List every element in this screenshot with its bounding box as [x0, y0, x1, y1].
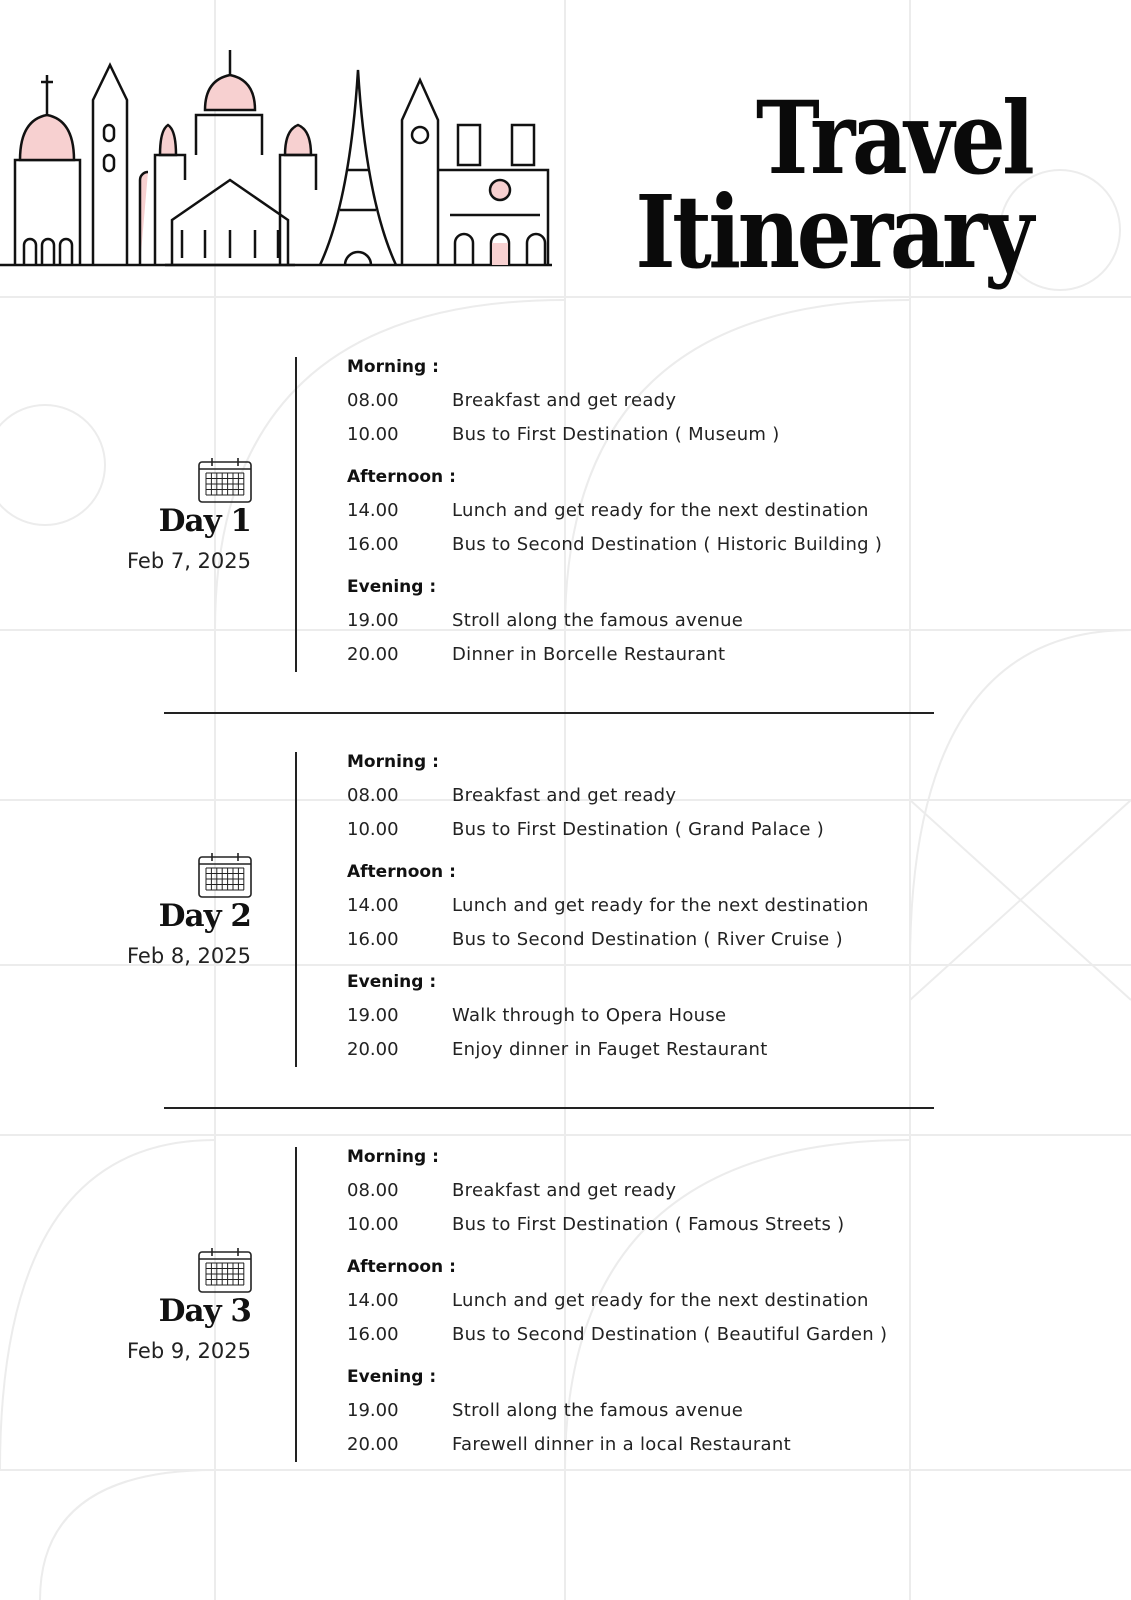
day-separator: [164, 1107, 934, 1109]
section-label: Afternoon :: [347, 467, 456, 487]
activity-description: Lunch and get ready for the next destination: [452, 1290, 869, 1311]
day-block: [0, 1147, 1131, 1467]
activity-time: 19.00: [347, 610, 399, 631]
activity-description: Dinner in Borcelle Restaurant: [452, 644, 726, 665]
day-separator: [164, 712, 934, 714]
timeline-divider: [295, 1147, 297, 1462]
activity-description: Breakfast and get ready: [452, 390, 677, 411]
activity-time: 14.00: [347, 895, 399, 916]
activity-description: Bus to First Destination ( Grand Palace ): [452, 819, 825, 840]
activity-description: Enjoy dinner in Fauget Restaurant: [452, 1039, 768, 1060]
section-label: Morning :: [347, 1147, 439, 1167]
activity-description: Bus to Second Destination ( Historic Building ): [452, 534, 883, 555]
activity-time: 14.00: [347, 500, 399, 521]
activity-description: Stroll along the famous avenue: [452, 610, 744, 631]
title-travel: Travel: [755, 79, 1031, 197]
day-title: Day 2: [158, 898, 251, 934]
activity-time: 08.00: [347, 1180, 399, 1201]
day-date: Feb 9, 2025: [126, 1339, 251, 1363]
city-skyline-illustration: [0, 30, 560, 275]
activity-description: Breakfast and get ready: [452, 785, 677, 806]
activity-time: 16.00: [347, 1324, 399, 1345]
activity-description: Bus to Second Destination ( River Cruise ): [452, 929, 843, 950]
section-label: Afternoon :: [347, 1257, 456, 1277]
activity-description: Bus to Second Destination ( Beautiful Garden ): [452, 1324, 888, 1345]
calendar-icon: [198, 1247, 252, 1293]
activity-time: 10.00: [347, 424, 399, 445]
activity-description: Walk through to Opera House: [452, 1005, 727, 1026]
section-label: Evening :: [347, 1367, 437, 1387]
day-date: Feb 7, 2025: [126, 549, 251, 573]
activity-description: Farewell dinner in a local Restaurant: [452, 1434, 791, 1455]
activity-time: 19.00: [347, 1005, 399, 1026]
day-block: [0, 357, 1131, 677]
day-block: [0, 752, 1131, 1072]
section-label: Morning :: [347, 752, 439, 772]
activity-time: 20.00: [347, 644, 399, 665]
activity-description: Bus to First Destination ( Famous Streets ): [452, 1214, 845, 1235]
activity-time: 20.00: [347, 1434, 399, 1455]
activity-time: 16.00: [347, 534, 399, 555]
calendar-icon: [198, 852, 252, 898]
timeline-divider: [295, 752, 297, 1067]
section-label: Afternoon :: [347, 862, 456, 882]
day-title: Day 1: [158, 503, 251, 539]
activity-time: 10.00: [347, 1214, 399, 1235]
activity-time: 20.00: [347, 1039, 399, 1060]
activity-time: 14.00: [347, 1290, 399, 1311]
day-title: Day 3: [158, 1293, 251, 1329]
activity-time: 19.00: [347, 1400, 399, 1421]
title-itinerary: Itinerary: [635, 173, 1031, 291]
activity-time: 16.00: [347, 929, 399, 950]
section-label: Evening :: [347, 577, 437, 597]
section-label: Evening :: [347, 972, 437, 992]
activity-description: Bus to First Destination ( Museum ): [452, 424, 780, 445]
activity-description: Breakfast and get ready: [452, 1180, 677, 1201]
calendar-icon: [198, 457, 252, 503]
timeline-divider: [295, 357, 297, 672]
day-date: Feb 8, 2025: [126, 944, 251, 968]
activity-description: Lunch and get ready for the next destination: [452, 895, 869, 916]
activity-time: 08.00: [347, 390, 399, 411]
section-label: Morning :: [347, 357, 439, 377]
activity-time: 10.00: [347, 819, 399, 840]
activity-time: 08.00: [347, 785, 399, 806]
activity-description: Lunch and get ready for the next destination: [452, 500, 869, 521]
activity-description: Stroll along the famous avenue: [452, 1400, 744, 1421]
